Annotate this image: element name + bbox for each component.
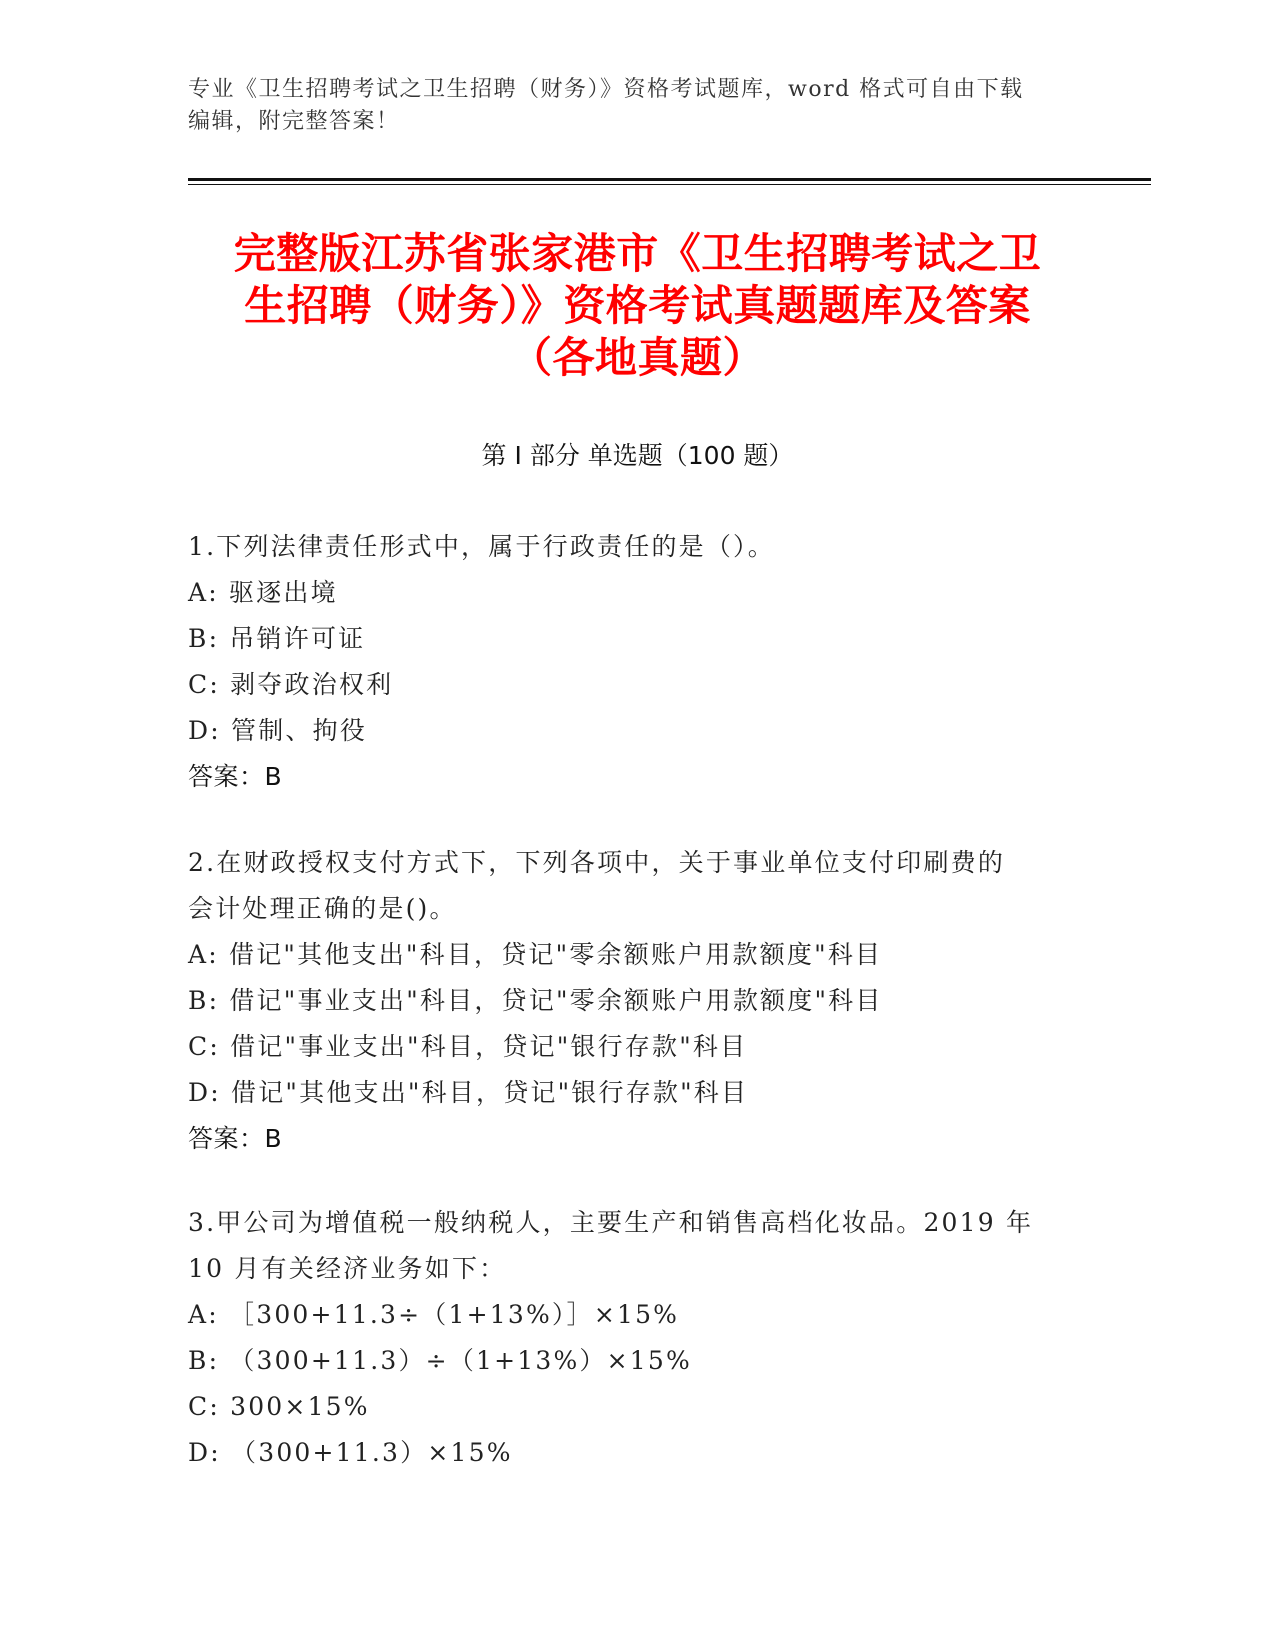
answer: 答案：B: [188, 762, 283, 791]
document-title-line-2: 生招聘（财务）》资格考试真题题库及答案: [244, 281, 1031, 330]
header-divider-thin: [188, 184, 1151, 185]
header-note-line-2: 编辑，附完整答案！: [188, 109, 400, 134]
header-note-line-1: 专业《卫生招聘考试之卫生招聘（财务）》资格考试题库，word 格式可自由下载: [188, 77, 1024, 102]
question-2: [188, 840, 1068, 1162]
document-title-line-1: 完整版江苏省张家港市《卫生招聘考试之卫: [233, 229, 1042, 278]
option-c: C: 借记"事业支出"科目，贷记"银行存款"科目: [188, 1032, 748, 1061]
answer: 答案：B: [188, 1124, 283, 1153]
question-stem: 1.下列法律责任形式中，属于行政责任的是（）。: [188, 532, 775, 561]
document-title-line-3: （各地真题）: [509, 333, 765, 382]
document-title: [150, 228, 1125, 384]
question-stem-continued: 会计处理正确的是()。: [188, 894, 457, 923]
option-a: A: 借记"其他支出"科目，贷记"零余额账户用款额度"科目: [188, 940, 883, 969]
section-title: 第 I 部分 单选题（100 题）: [481, 441, 794, 470]
option-c: C: 剥夺政治权利: [188, 670, 394, 699]
question-1: [188, 524, 1068, 800]
option-d: D: 管制、拘役: [188, 716, 368, 745]
option-b: B: 吊销许可证: [188, 624, 366, 653]
question-stem: 2.在财政授权支付方式下，下列各项中，关于事业单位支付印刷费的: [188, 848, 1006, 877]
option-a: A: ［300+11.3÷（1+13%）］×15%: [188, 1300, 680, 1329]
option-b: B: （300+11.3）÷（1+13%）×15%: [188, 1346, 692, 1375]
option-d: D: （300+11.3）×15%: [188, 1438, 513, 1467]
question-stem-continued: 10 月有关经济业务如下：: [188, 1254, 507, 1283]
header-divider-thick: [188, 178, 1151, 181]
question-3: [188, 1200, 1068, 1476]
option-b: B: 借记"事业支出"科目，贷记"零余额账户用款额度"科目: [188, 986, 883, 1015]
question-stem: 3.甲公司为增值税一般纳税人，主要生产和销售高档化妆品。2019 年: [188, 1208, 1034, 1237]
option-d: D: 借记"其他支出"科目，贷记"银行存款"科目: [188, 1078, 749, 1107]
option-a: A: 驱逐出境: [188, 578, 338, 607]
header-note: [188, 74, 1088, 138]
option-c: C: 300×15%: [188, 1392, 370, 1421]
